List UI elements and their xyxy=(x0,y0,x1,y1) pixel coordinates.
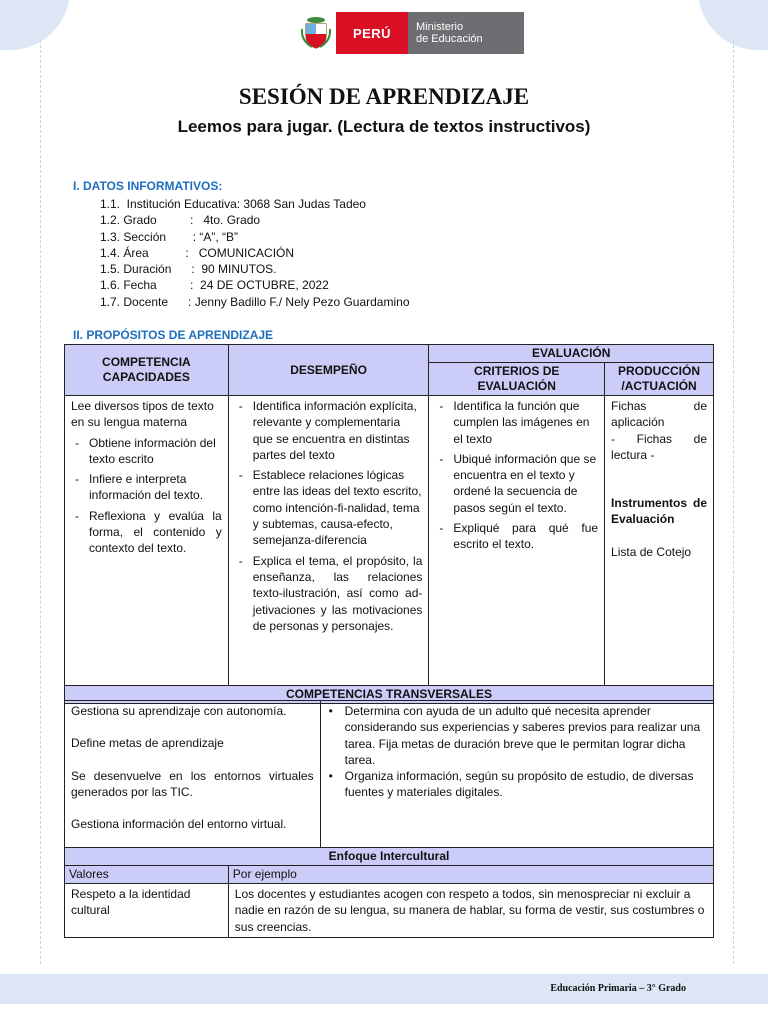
transversal-item: Gestiona su aprendizaje con autonomía. xyxy=(71,704,287,718)
transversal-desempeno: • Organiza información, según su propósito de estudio, de diversas fuentes y materiales digitales. xyxy=(339,768,707,801)
corner-decoration-left xyxy=(0,0,70,50)
cell-competencia xyxy=(65,396,229,686)
cell-produccion xyxy=(605,396,714,686)
transversal-item: Define metas de aprendizaje xyxy=(71,736,224,751)
page-footer xyxy=(0,974,768,1004)
datos-row: 1.1. Institución Educativa: 3068 San Judas Tadeo xyxy=(100,197,366,211)
transversales-table xyxy=(64,700,714,848)
header-criterios: CRITERIOS DE EVALUACIÓN xyxy=(429,363,605,396)
transversal-desempeno: • Determina con ayuda de un adulto qué necesita aprender considerando sus experiencias y saberes previos para realizar una tarea. Fija metas de duración breve que le permitan lograr dicha tarea. xyxy=(339,703,707,768)
produccion-lista: Lista de Cotejo xyxy=(611,544,692,559)
propositos-table xyxy=(64,344,714,704)
capacidad-item: - Infiere e interpreta información del texto. xyxy=(89,471,222,504)
enfoque-ejemplo: Los docentes y estudiantes acogen con respeto a todos, sin menospreciar ni excluir a nadie en razón de su lengua, su manera de hablar, su forma de vestir, sus costumbres o sus creencias. xyxy=(228,884,713,938)
produccion-fichas-lectura: - Fichas de lectura - xyxy=(611,431,707,462)
ministry-label: Ministerio de Educación xyxy=(408,12,524,54)
transversal-item: Gestiona información del entorno virtual. xyxy=(71,817,287,832)
datos-row: 1.3. Sección : “A”, “B” xyxy=(100,229,239,244)
header-evaluacion: EVALUACIÓN xyxy=(429,345,714,363)
criterio-item: - Expliqué para qué fue escrito el texto. xyxy=(453,520,598,553)
transversales-right xyxy=(320,701,713,848)
page-title: SESIÓN DE APRENDIZAJE xyxy=(238,84,530,109)
enfoque-header-valores: Valores xyxy=(65,866,229,884)
datos-informativos xyxy=(100,196,410,310)
transversales-left xyxy=(65,701,321,848)
transversales-heading: COMPETENCIAS TRANSVERSALES xyxy=(65,686,714,704)
footer-text: Educación Primaria – 3° Grado xyxy=(550,983,686,994)
transversal-item: Se desenvuelve en los entornos virtuales generados por las TIC. xyxy=(71,768,314,799)
ministry-logo xyxy=(296,12,524,54)
section-propositos-heading: II. PROPÓSITOS DE APRENDIZAJE xyxy=(73,328,274,342)
desempeno-item: - Identifica información explícita, relevante y complementaria que se encuentra en distintas partes del texto xyxy=(253,398,423,463)
enfoque-valor: Respeto a la identidad cultural xyxy=(65,884,229,938)
header-produccion: PRODUCCIÓN /ACTUACIÓN xyxy=(605,363,714,396)
page-subtitle: Leemos para jugar. (Lectura de textos instructivos) xyxy=(177,117,591,136)
coat-of-arms-icon xyxy=(296,12,336,54)
cell-desempeno xyxy=(228,396,429,686)
header-desempeno: DESEMPEÑO xyxy=(228,345,429,396)
enfoque-heading: Enfoque Intercultural xyxy=(65,848,714,866)
datos-row: 1.6. Fecha : 24 DE OCTUBRE, 2022 xyxy=(100,278,329,293)
cell-criterios xyxy=(429,396,605,686)
capacidad-item: - Obtiene información del texto escrito xyxy=(89,435,222,468)
enfoque-table xyxy=(64,847,714,938)
produccion-fichas: Fichas de aplicación xyxy=(611,399,707,430)
section-datos-heading: I. DATOS INFORMATIVOS: xyxy=(73,179,223,193)
datos-row: 1.7. Docente : Jenny Badillo F./ Nely Pezo Guardamino xyxy=(100,294,410,309)
dashed-border-left xyxy=(40,40,41,964)
competencia-text: Lee diversos tipos de texto en su lengua materna xyxy=(71,399,214,430)
criterio-item: - Ubiqué información que se encuentra en el texto y ordené la secuencia de pasos según el texto. xyxy=(453,451,598,516)
desempeno-item: - Establece relaciones lógicas entre las ideas del texto escrito, como intención-fi-nalidad, tema y subtemas, causa-efecto, semejanza-diferencia xyxy=(253,467,423,548)
produccion-instrumentos: Instrumentos de Evaluación xyxy=(611,496,707,527)
criterio-item: - Identifica la función que cumplen las imágenes en el texto xyxy=(453,398,598,447)
enfoque-header-ejemplo: Por ejemplo xyxy=(228,866,713,884)
datos-row: 1.2. Grado : 4to. Grado xyxy=(100,213,261,228)
capacidad-item: - Reflexiona y evalúa la forma, el contenido y contexto del texto. xyxy=(89,508,222,557)
peru-label: PERÚ xyxy=(336,12,408,54)
datos-row: 1.5. Duración : 90 MINUTOS. xyxy=(100,262,277,277)
datos-row: 1.4. Área : COMUNICACIÓN xyxy=(100,245,295,260)
desempeno-item: - Explica el tema, el propósito, la enseñanza, las relaciones texto-ilustración, así como ad-jetivaciones y las motivaciones de personas y personajes. xyxy=(253,553,423,634)
dashed-border-right xyxy=(733,40,734,964)
header-competencia: COMPETENCIA CAPACIDADES xyxy=(65,345,229,396)
